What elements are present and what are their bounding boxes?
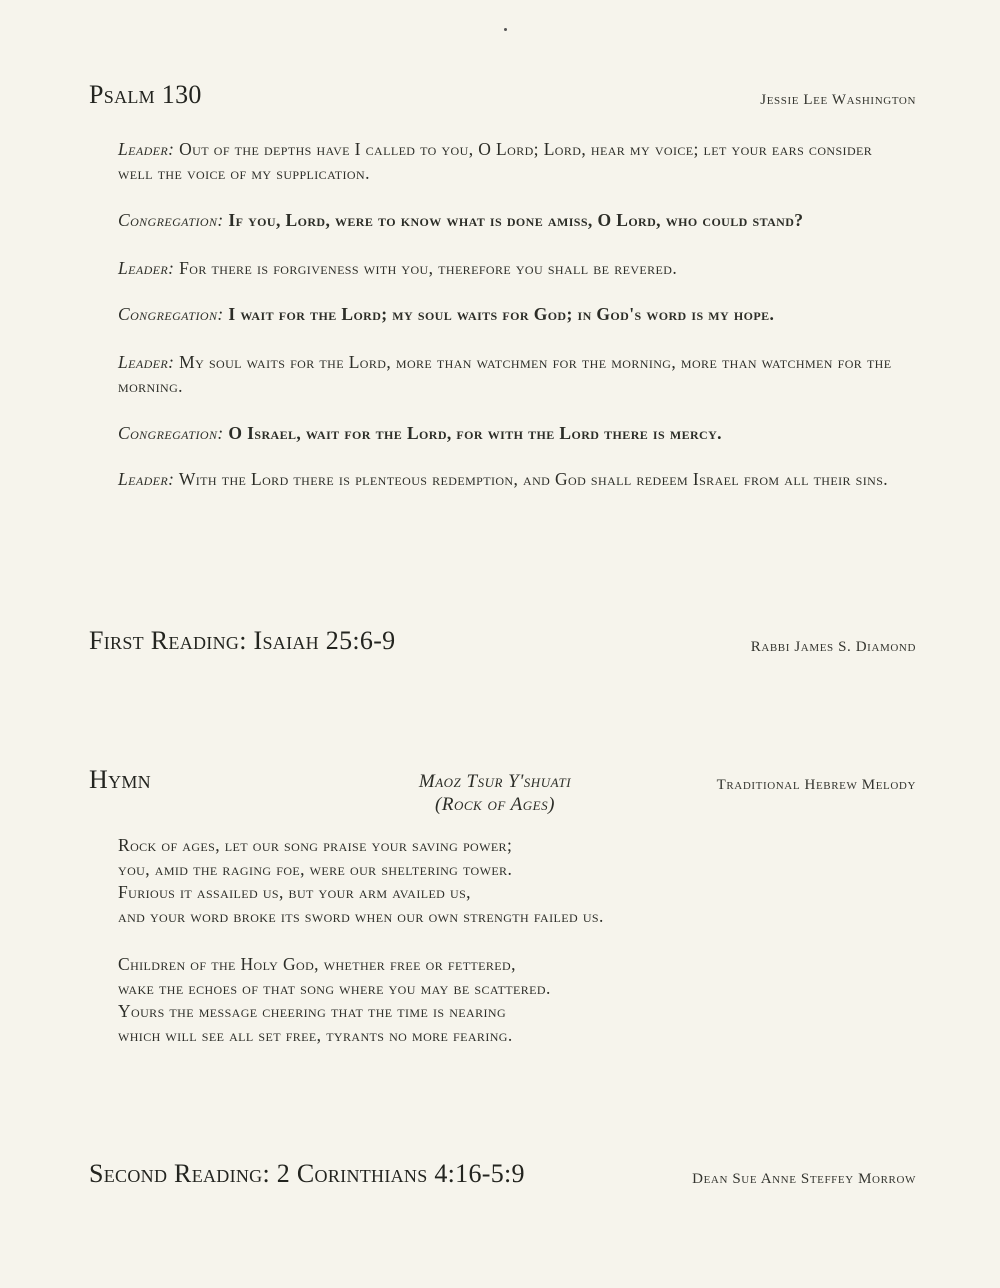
first-reading-heading: First Reading: Isaiah 25:6-9 (89, 626, 396, 655)
hymn-title-line-1: Maoz Tsur Y'shuati (418, 771, 572, 792)
role-label: Leader: (118, 258, 175, 278)
second-reading-credit: Dean Sue Anne Steffey Morrow (692, 1171, 916, 1187)
psalm-verse-4 (118, 302, 908, 326)
hymn-stanza-1 (118, 834, 918, 928)
role-label: Congregation: (118, 210, 224, 230)
psalm-verse-7 (118, 467, 908, 491)
psalm-verse-6 (118, 421, 908, 445)
first-reading-credit: Rabbi James S. Diamond (750, 639, 916, 655)
role-label: Congregation: (118, 423, 224, 443)
hymn-line: and your word broke its sword when our own strength failed us. (118, 905, 604, 926)
verse-text: My soul waits for the Lord, more than watchmen for the morning, more than watchmen for the morning. (118, 352, 892, 396)
hymn-title-line-2: (Rock of Ages) (435, 794, 555, 815)
hymn-line: Yours the message cheering that the time is nearing (118, 1001, 507, 1021)
psalm-verse-1 (118, 137, 908, 185)
psalm-verse-3 (118, 256, 908, 280)
psalm-verse-2 (118, 208, 908, 232)
role-label: Leader: (118, 352, 175, 372)
hymn-line: Children of the Holy God, whether free or fettered, (118, 954, 516, 974)
hymn-line: Furious it assailed us, but your arm availed us, (118, 882, 471, 902)
verse-text: O Israel, wait for the Lord, for with the Lord there is mercy. (228, 423, 722, 443)
verse-text: I wait for the Lord; my soul waits for God; in God's word is my hope. (228, 304, 775, 324)
hymn-heading: Hymn (89, 765, 151, 794)
verse-text: Out of the depths have I called to you, O Lord; Lord, hear my voice; let your ears consider well the voice of my supplication. (118, 139, 873, 183)
role-label: Leader: (118, 139, 175, 159)
psalm-credit: Jessie Lee Washington (760, 92, 916, 108)
verse-text: With the Lord there is plenteous redemption, and God shall redeem Israel from all their sins. (178, 469, 889, 489)
hymn-line: wake the echoes of that song where you may be scattered. (118, 977, 551, 998)
hymn-line: you, amid the raging foe, were our sheltering tower. (118, 858, 513, 879)
verse-text: For there is forgiveness with you, therefore you shall be revered. (179, 258, 678, 278)
role-label: Leader: (118, 469, 175, 489)
role-label: Congregation: (118, 304, 224, 324)
hymn-credit: Traditional Hebrew Melody (716, 777, 916, 793)
hymn-title (380, 770, 610, 816)
speck-mark (504, 28, 507, 31)
verse-text: If you, Lord, were to know what is done amiss, O Lord, who could stand? (228, 210, 804, 230)
hymn-line: which will see all set free, tyrants no more fearing. (118, 1024, 513, 1045)
hymn-line: Rock of ages, let our song praise your saving power; (118, 835, 513, 855)
hymn-stanza-2 (118, 953, 918, 1047)
second-reading-heading: Second Reading: 2 Corinthians 4:16-5:9 (89, 1159, 525, 1188)
psalm-heading: Psalm 130 (89, 80, 202, 109)
psalm-verse-5 (118, 350, 908, 398)
